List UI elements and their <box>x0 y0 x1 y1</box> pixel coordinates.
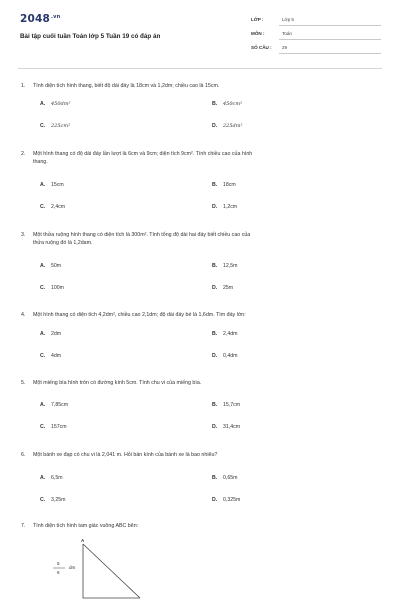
question-number: 1. <box>21 83 26 89</box>
question-text: Tính diện tích hình tam giác vuông ABC bên: <box>33 523 139 529</box>
worksheet-title: Bài tập cuối tuần Toán lớp 5 Tuần 19 có đáp án <box>20 33 161 40</box>
right-triangle-figure <box>50 538 150 600</box>
site-logo[interactable] <box>20 13 60 25</box>
question-text: Tính diện tích hình thang, biết độ dài đáy là 18cm và 1,2dm; chiều cao là 15cm. <box>33 83 220 89</box>
logo-suffix: .vn <box>51 13 61 20</box>
worksheet-header <box>0 0 400 62</box>
question-text: Một hình thang có độ dài đáy lần lượt là 6cm và 9cm; diện tích 9cm². Tính chiều cao của hình thang. <box>33 151 253 166</box>
triangle-hypotenuse <box>83 544 140 598</box>
meta-label: SỐ CÂU : <box>251 45 272 50</box>
meta-label: MÔN : <box>251 31 265 36</box>
question-text: Một hình thang có diện tích 4,2dm², chiều cao 2,1dm; độ dài đáy bé là 1,6dm. Tìm đáy lớn: <box>33 312 246 318</box>
question-number: 4. <box>21 312 26 318</box>
meta-underline <box>279 53 381 54</box>
meta-label: LỚP : <box>251 17 264 22</box>
triangle-drawing <box>50 538 150 600</box>
question-number: 2. <box>21 151 26 157</box>
unit-label: dm <box>69 565 76 570</box>
vertex-label-a: A <box>81 538 85 543</box>
logo-main: 2048 <box>20 13 51 25</box>
question-text: Một bánh xe đạp có chu vi là 2,041 m. Hỏi bán kính của bánh xe là bao nhiêu? <box>33 452 218 458</box>
question-number: 7. <box>21 523 26 529</box>
meta-value: Lớp 5 <box>282 17 294 22</box>
worksheet-page: $2048^{.vn}$ Bài tập cuối tuần Toán lớp 5 Tuần 19 có đáp án LỚP : Lớp 5 MÔN : Toán SỐ CÂU : 29 1. Tính diện tích hình thang, biết độ dài đáy là 18cm và 1,2dm; chiều cao là 15cm. A. 450dm² B. 450cm² C. 225cm² D. 225dm² 2. Một hình thang có độ dài đáy lần lượt là 6cm và 9cm; diện tích 9cm². Tính chiều cao của hình thang. A. 15cm B. 18cm C. 2,4cm D. 1,2cm 3. Một thửa ruộng hình thang có diện tích là 300m². Tính tổng độ dài hai đáy biết chiều cao của thửa ruộng đó là 1,2dam. A. 50m B. 12,5m C. 100m D. 25m 4. Một hình thang có diện tích 4,2dm², chiều cao 2,1dm; độ dài đáy bé là 1,6dm. Tìm đáy lớn: A. 2dm B. 2,4dm C. 4dm D. 0,4dm 5. Một miếng bìa hình tròn có đường kính 5cm. Tính chu vi của miếng bìa. A. 7,85cm B. 15,7cm C. 157cm D. 31,4cm 6. Một bánh xe đạp có chu vi là 2,041 m. Hỏi bán kính của bánh xe là bao nhiêu? A. 6,5m B. 0,65m C. 3,25m D. 0,325m 7. Tính diện tích hình tam giác vuông ABC bên: A 5 6 dm <box>0 0 400 600</box>
question-number: 3. <box>21 232 26 238</box>
question-number: 6. <box>21 452 26 458</box>
question-text: Một thửa ruộng hình thang có diện tích là 300m². Tính tổng độ dài hai đáy biết chiều cao của thửa ruộng đó là 1,2dam. <box>33 232 251 247</box>
question-text: Một miếng bìa hình tròn có đường kính 5cm. Tính chu vi của miếng bìa. <box>33 380 202 386</box>
meta-value: Toán <box>282 31 292 36</box>
question-number: 5. <box>21 380 26 386</box>
meta-underline <box>279 39 381 40</box>
fraction-numerator: 5 <box>57 561 60 566</box>
meta-underline <box>279 25 381 26</box>
fraction-denominator: 6 <box>57 570 60 575</box>
meta-value: 29 <box>282 45 288 50</box>
header-divider <box>18 68 382 69</box>
